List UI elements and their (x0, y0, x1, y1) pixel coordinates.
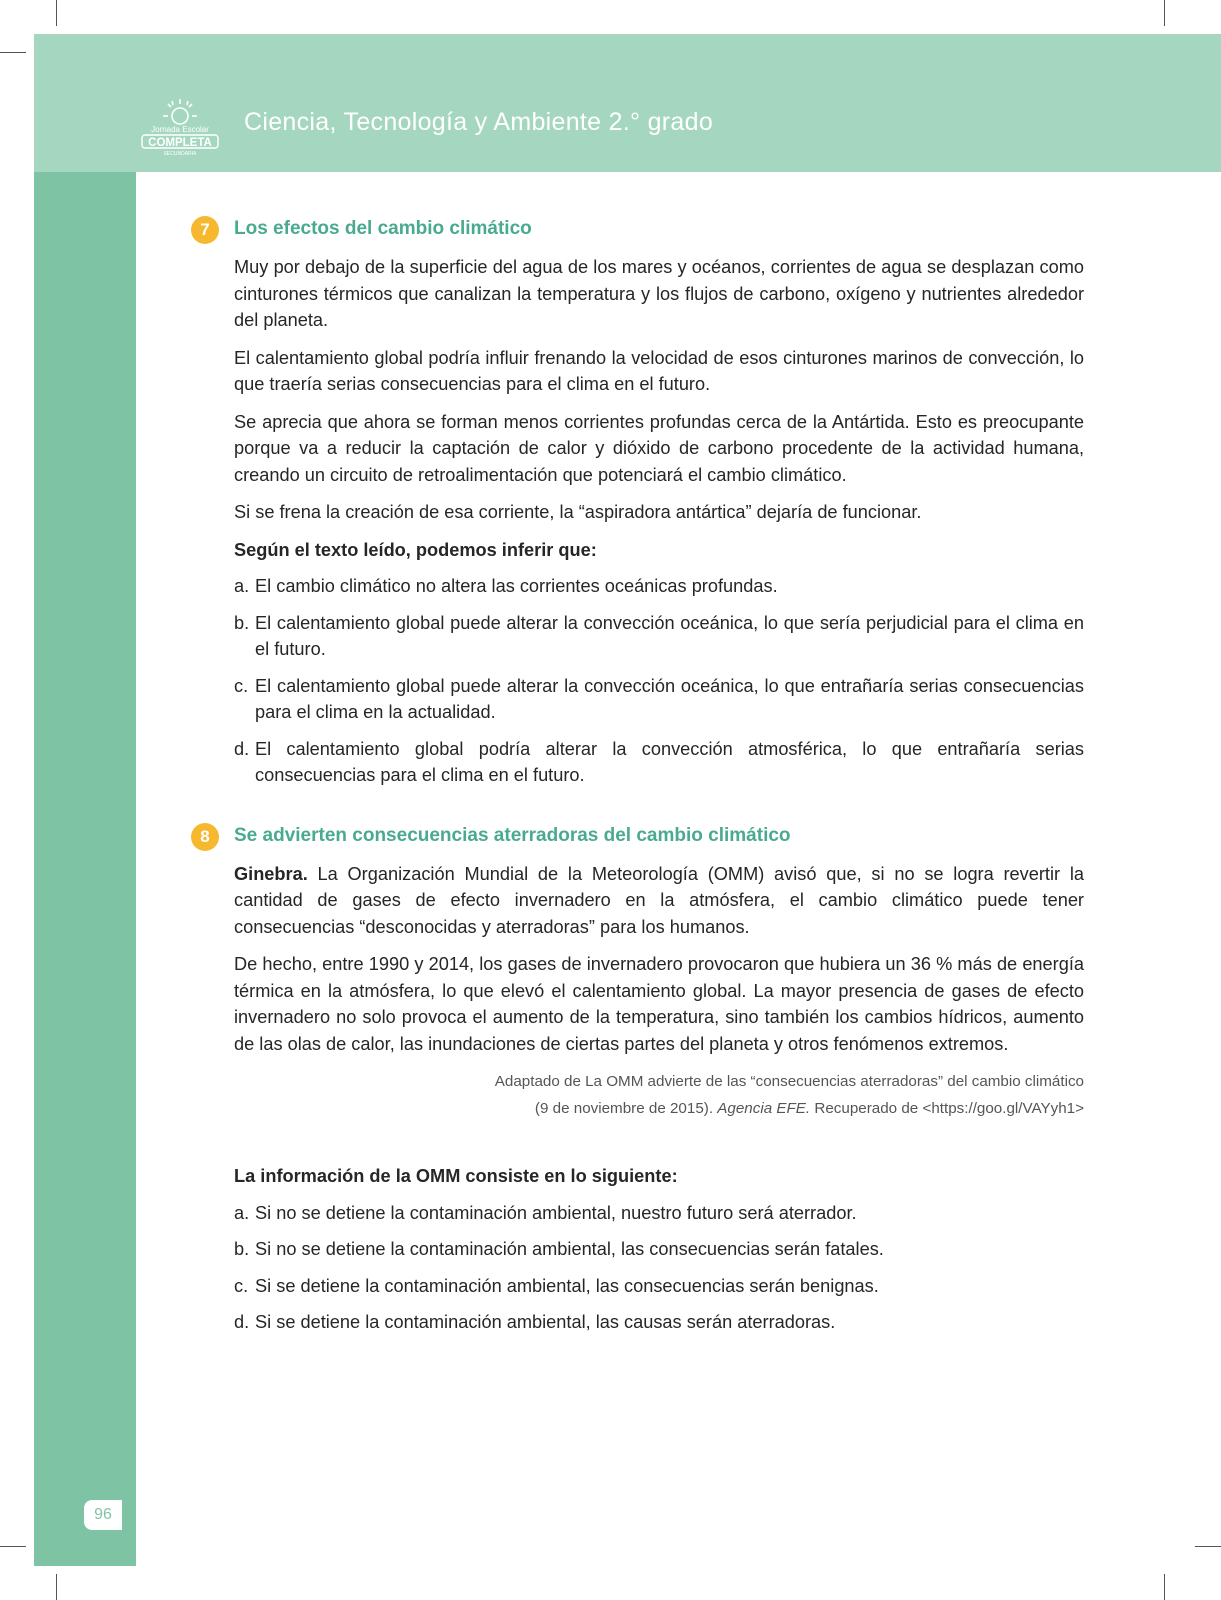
sun-logo-icon (140, 96, 220, 158)
paragraph: De hecho, entre 1990 y 2014, los gases de invernadero provocaron que hubiera un 36 % más de energía térmica en la atmósfera, lo que elevó el calentamiento global. La mayor presencia de gases de efecto invernadero no solo provoca el aumento de la temperatura, sino también los cambios hídricos, aumento de las olas de calor, las inundaciones de ciertas partes del planeta y otros fenómenos extremos. (234, 954, 1084, 1054)
paragraph: Muy por debajo de la superficie del agua de los mares y océanos, corrientes de agua se desplazan como cinturones térmicos que canalizan la temperatura y los flujos de carbono, oxígeno y nutrientes alrededor del planeta. (234, 257, 1084, 330)
source-line-2 (234, 1095, 1084, 1122)
section-number-badge: 7 (191, 216, 219, 244)
jornada-escolar-logo (140, 96, 220, 158)
crop-mark (1195, 1546, 1221, 1547)
page-header-title: Ciencia, Tecnología y Ambiente 2.° grado (244, 108, 714, 136)
answer-option-d[interactable] (234, 1309, 1084, 1336)
paragraph: El calentamiento global podría influir frenando la velocidad de esos cinturones marinos de convección, lo que traería serias consecuencias para el clima en el futuro. (234, 347, 1084, 394)
crop-mark (1164, 0, 1165, 26)
lead-text: La Organización Mundial de la Meteorología (OMM) avisó que, si no se logra revertir la cantidad de gases de efecto invernadero en la atmósfera, el cambio climático puede tener consecuencias “desconocidas y aterradoras” para los humanos. (234, 863, 1084, 937)
answer-option-b[interactable] (234, 1236, 1084, 1263)
answer-option-a[interactable] (234, 1200, 1084, 1227)
section-title: Se advierten consecuencias aterradoras del cambio climático (234, 824, 791, 846)
option-text: Si no se detiene la contaminación ambiental, nuestro futuro será aterrador. (255, 1202, 857, 1223)
option-letter: b. (234, 1239, 250, 1259)
answer-option-b[interactable] (234, 610, 1084, 663)
source-agency: Agencia EFE. (717, 1100, 811, 1117)
source-url: Recuperado de <https://goo.gl/VAYyh1> (810, 1100, 1084, 1117)
source-date: (9 de noviembre de 2015). (534, 1100, 718, 1117)
section-title: Los efectos del cambio climático (234, 218, 532, 239)
paragraph: Se aprecia que ahora se forman menos corrientes profundas cerca de la Antártida. Esto es preocupante porque va a reducir la captación de calor y dióxido de carbono procedente de la actividad humana, creando un circuito de retroalimentación que potenciará el cambio climático. (234, 411, 1084, 485)
spacer (234, 799, 1084, 821)
crop-mark (1164, 1574, 1165, 1600)
option-text: El cambio climático no altera las corrientes oceánicas profundas. (255, 576, 778, 596)
option-text: El calentamiento global puede alterar la convección oceánica, lo que sería perjudicial para el clima en el futuro. (255, 612, 1084, 659)
question-prompt: Según el texto leído, podemos inferir que: (234, 539, 597, 560)
option-text: Si se detiene la contaminación ambiental, las consecuencias serán benignas. (255, 1275, 879, 1296)
option-letter: d. (234, 738, 250, 759)
option-letter: a. (234, 576, 250, 596)
logo-line2: COMPLETA (148, 137, 212, 149)
option-text: El calentamiento global puede alterar la convección oceánica, lo que entrañaría serias consecuencias para el clima en la actualidad. (255, 675, 1084, 722)
answer-option-d[interactable] (234, 736, 1084, 789)
option-text: Si no se detiene la contaminación ambiental, las consecuencias serán fatales. (255, 1239, 884, 1259)
crop-mark (56, 0, 57, 26)
crop-mark (56, 1574, 57, 1600)
source-citation (234, 1068, 1084, 1122)
option-letter: a. (234, 1202, 250, 1223)
answer-option-a[interactable] (234, 573, 1084, 600)
answer-option-c[interactable] (234, 1273, 1084, 1300)
crop-mark (0, 52, 26, 53)
option-text: Si se detiene la contaminación ambiental, las causas serán aterradoras. (255, 1312, 836, 1332)
section-8-heading (200, 821, 1084, 851)
paragraph: Si se frena la creación de esa corriente, la “aspiradora antártica” dejaría de funcionar. (234, 502, 922, 522)
main-content (200, 214, 1084, 1346)
lead-bold: Ginebra. (234, 863, 308, 884)
answer-option-c[interactable] (234, 673, 1084, 726)
option-letter: d. (234, 1312, 250, 1332)
option-letter: c. (234, 675, 249, 696)
option-letter: b. (234, 612, 250, 633)
paragraph (234, 861, 1084, 941)
section-7-heading (200, 214, 1084, 244)
option-text: El calentamiento global podría alterar la convección atmosférica, lo que entrañaría serias consecuencias para el clima en el futuro. (255, 738, 1084, 785)
question-prompt: La información de la OMM consiste en lo siguiente: (234, 1166, 678, 1186)
page-number: 96 (84, 1500, 122, 1530)
logo-line1: Jornada Escolar (151, 125, 209, 134)
source-line-1: Adaptado de La OMM advierte de las “consecuencias aterradoras” del cambio climático (494, 1073, 1084, 1090)
side-band (34, 172, 136, 1566)
section-number-badge: 8 (191, 823, 219, 851)
crop-mark (0, 1546, 26, 1547)
logo-line3: SECUNDARIA (163, 151, 197, 157)
spacer (234, 1122, 1084, 1163)
option-letter: c. (234, 1275, 249, 1296)
